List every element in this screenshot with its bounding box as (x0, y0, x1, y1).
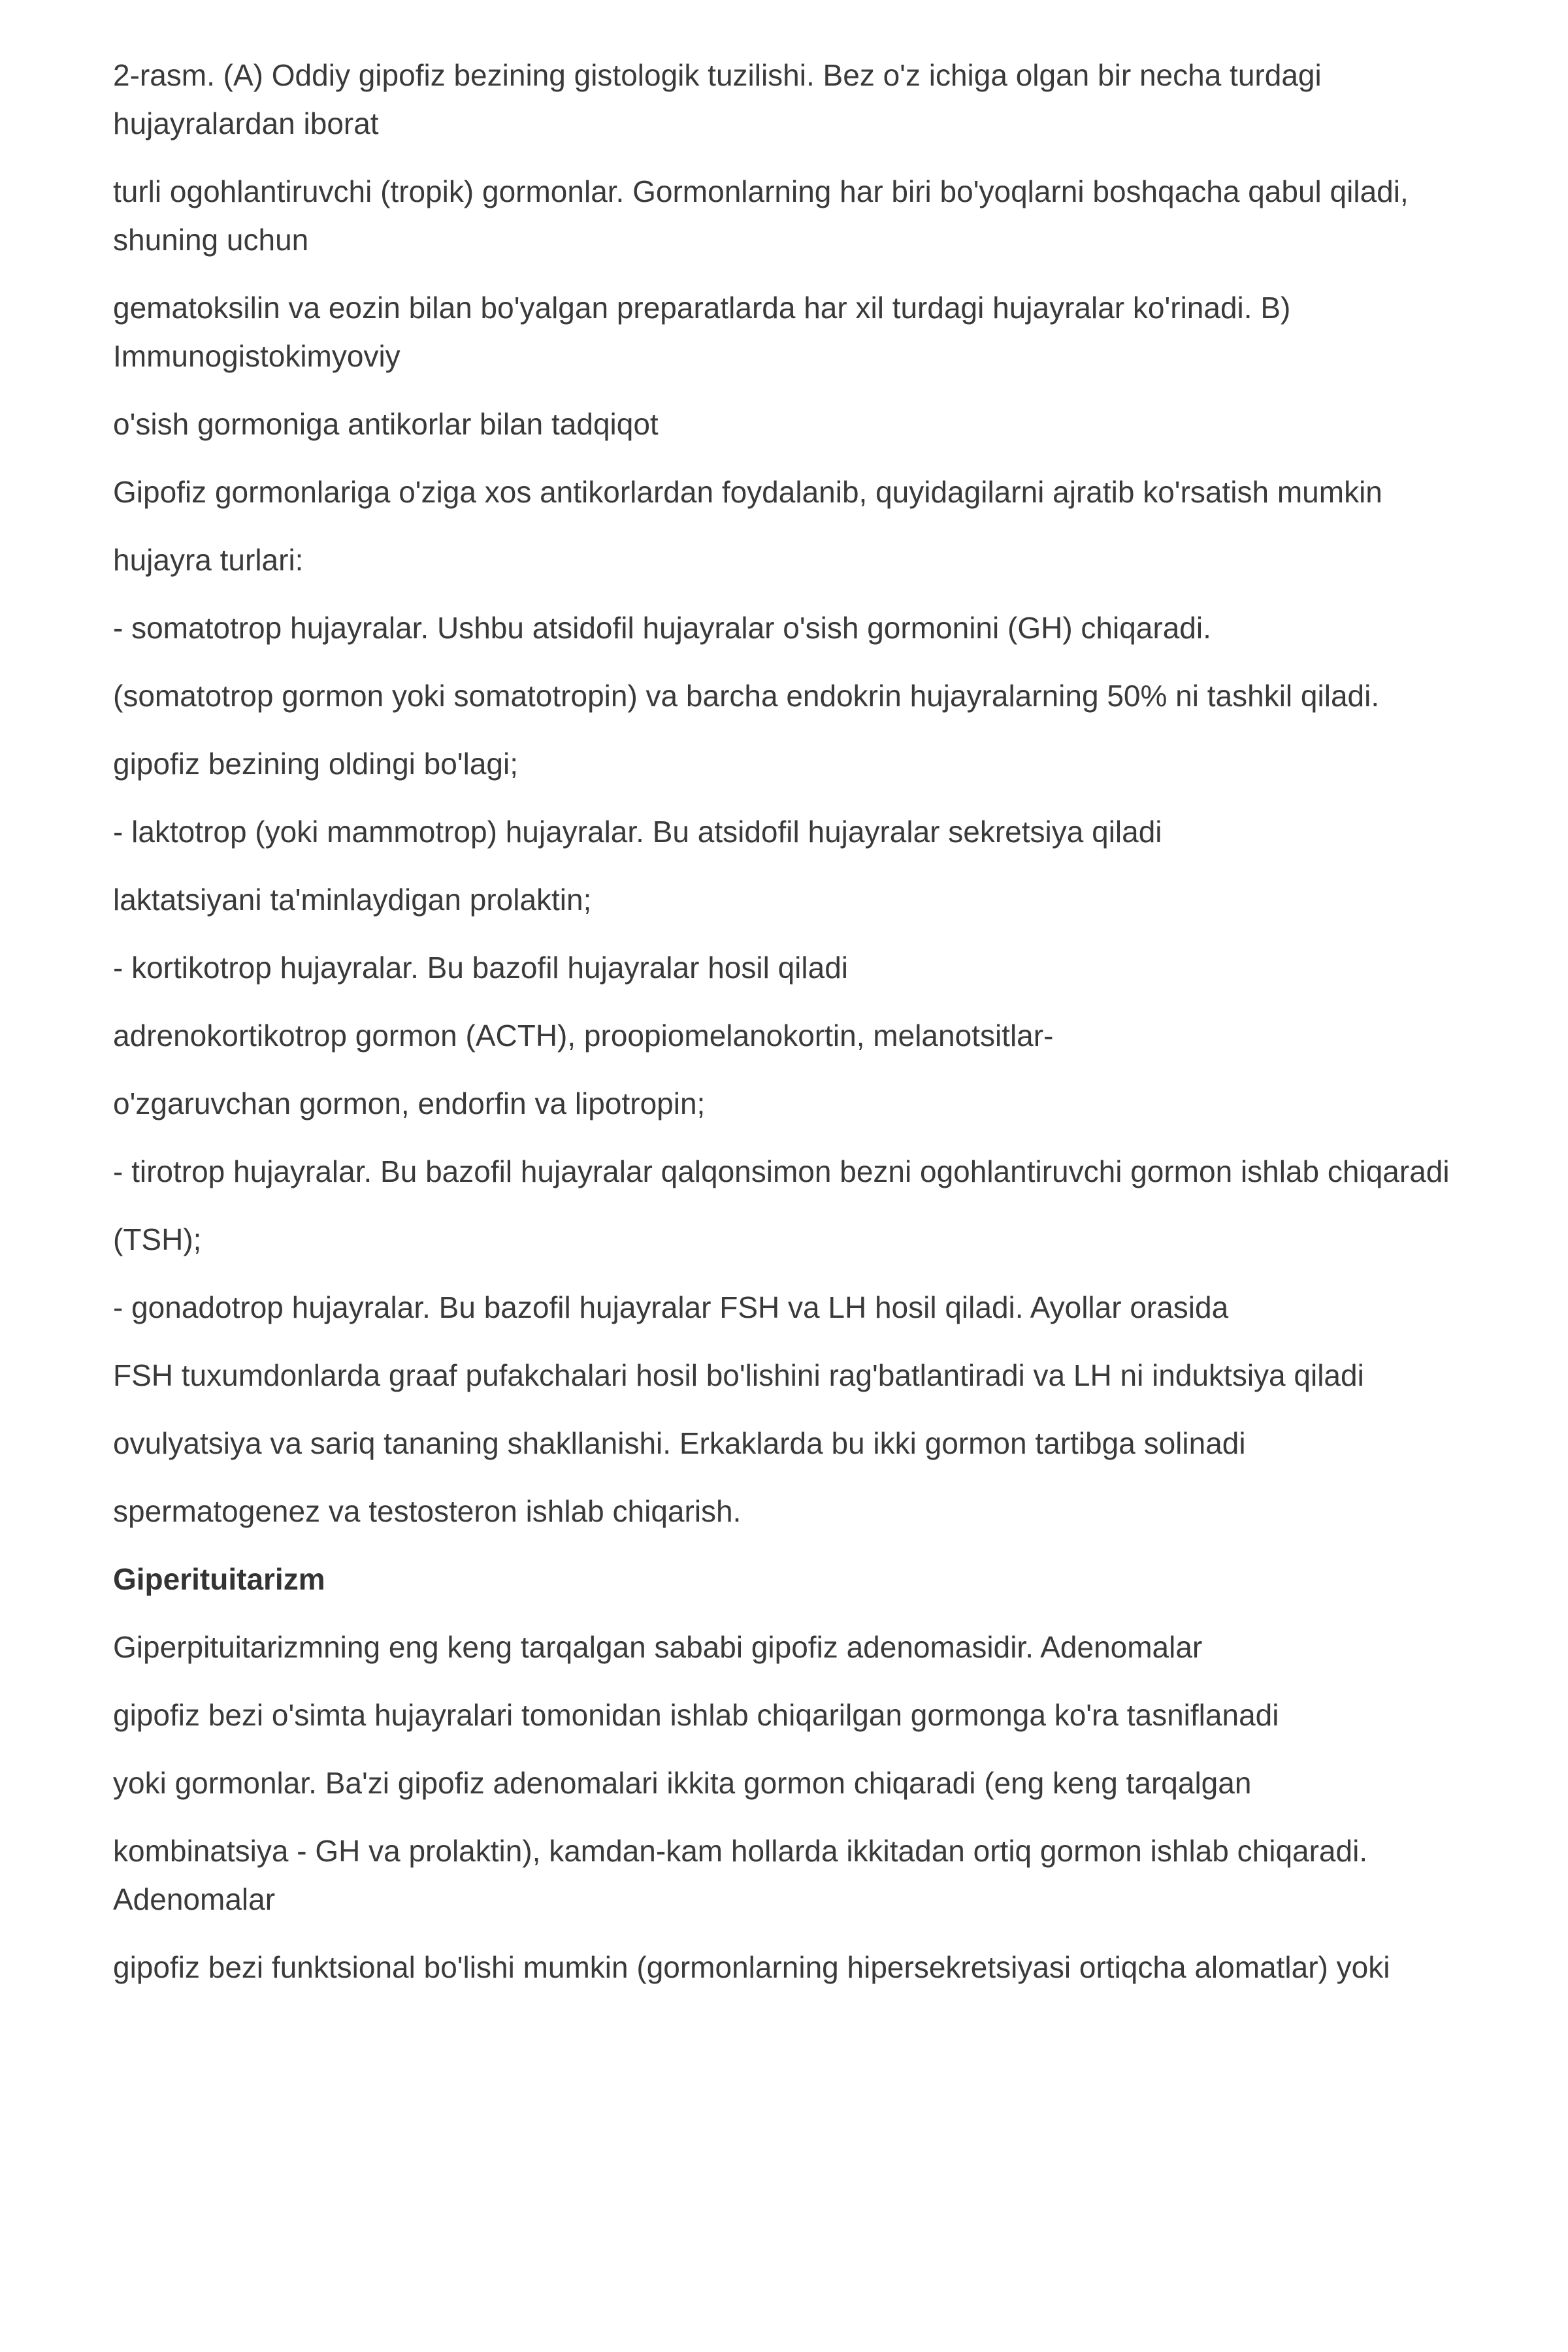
paragraph: turli ogohlantiruvchi (tropik) gormonlar. Gormonlarning har biri bo'yoqlarni boshqacha qabul qiladi, shuning uchun (113, 174, 1409, 257)
document-page (113, 0, 1472, 2011)
paragraph: kombinatsiya - GH va prolaktin), kamdan-kam hollarda ikkitadan ortiq gormon ishlab chiqaradi. Adenomalar (113, 1834, 1368, 1916)
list-item-tirotrop: - tirotrop hujayralar. Bu bazofil hujayralar qalqonsimon bezni ogohlantiruvchi gormon ishlab chiqaradi (113, 1154, 1450, 1188)
paragraph: adrenokortikotrop gormon (ACTH), proopiomelanokortin, melanotsitlar- (113, 1019, 1054, 1053)
list-item-kortikotrop: - kortikotrop hujayralar. Bu bazofil hujayralar hosil qiladi (113, 951, 849, 985)
paragraph: laktatsiyani ta'minlaydigan prolaktin; (113, 883, 592, 917)
paragraph: (TSH); (113, 1222, 202, 1256)
list-item-gonadotrop: - gonadotrop hujayralar. Bu bazofil hujayralar FSH va LH hosil qiladi. Ayollar orasida (113, 1290, 1229, 1324)
section-heading: Giperituitarizm (113, 1562, 325, 1596)
paragraph: yoki gormonlar. Ba'zi gipofiz adenomalari ikkita gormon chiqaradi (eng keng tarqalgan (113, 1766, 1252, 1800)
paragraph: o'zgaruvchan gormon, endorfin va lipotropin; (113, 1086, 706, 1120)
paragraph: o'sish gormoniga antikorlar bilan tadqiqot (113, 407, 659, 441)
paragraph: Giperpituitarizmning eng keng tarqalgan sababi gipofiz adenomasidir. Adenomalar (113, 1630, 1203, 1664)
paragraph: FSH tuxumdonlarda graaf pufakchalari hosil bo'lishini rag'batlantiradi va LH ni induktsiya qiladi (113, 1358, 1364, 1392)
paragraph: hujayra turlari: (113, 543, 304, 577)
paragraph-figure-caption: 2-rasm. (A) Oddiy gipofiz bezining gistologik tuzilishi. Bez o'z ichiga olgan bir necha turdagi hujayralardan iborat (113, 58, 1322, 140)
paragraph: spermatogenez va testosteron ishlab chiqarish. (113, 1494, 742, 1528)
paragraph: gipofiz bezi o'simta hujayralari tomonidan ishlab chiqarilgan gormonga ko'ra tasniflanadi (113, 1698, 1279, 1732)
paragraph: gipofiz bezining oldingi bo'lagi; (113, 747, 518, 781)
paragraph: gematoksilin va eozin bilan bo'yalgan preparatlarda har xil turdagi hujayralar ko'rinadi. B) Immunogistokimyoviy (113, 291, 1291, 373)
paragraph: gipofiz bezi funktsional bo'lishi mumkin (gormonlarning hipersekretsiyasi ortiqcha alomatlar) yoki (113, 1950, 1390, 1984)
paragraph: Gipofiz gormonlariga o'ziga xos antikorlardan foydalanib, quyidagilarni ajratib ko'rsatish mumkin (113, 475, 1382, 509)
list-item-laktotrop: - laktotrop (yoki mammotrop) hujayralar. Bu atsidofil hujayralar sekretsiya qiladi (113, 815, 1162, 849)
list-item-somatotrop: - somatotrop hujayralar. Ushbu atsidofil hujayralar o'sish gormonini (GH) chiqaradi. (113, 611, 1211, 645)
paragraph: ovulyatsiya va sariq tananing shakllanishi. Erkaklarda bu ikki gormon tartibga solinadi (113, 1426, 1246, 1460)
paragraph: (somatotrop gormon yoki somatotropin) va barcha endokrin hujayralarning 50% ni tashkil qiladi. (113, 679, 1380, 713)
